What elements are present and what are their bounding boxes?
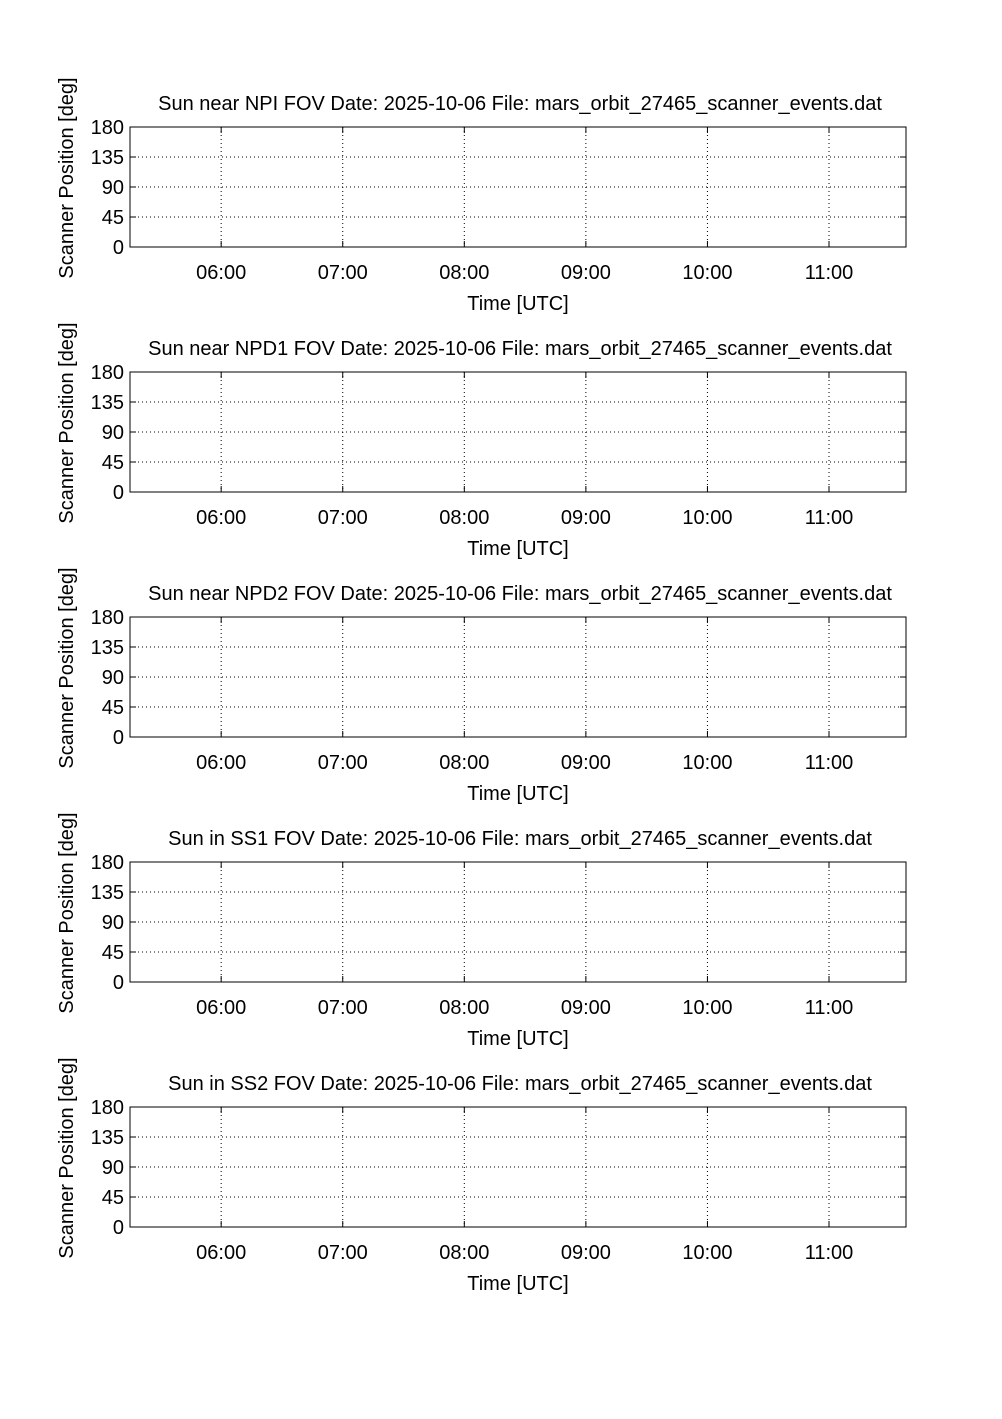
y-tick-label: 180	[90, 117, 124, 139]
y-tick-label: 135	[90, 147, 124, 169]
subplot-3	[56, 567, 906, 805]
x-tick-label: 10:00	[682, 752, 733, 774]
y-tick-label: 180	[90, 1097, 124, 1119]
y-tick-label: 135	[90, 637, 124, 659]
x-tick-label: 07:00	[317, 752, 368, 774]
x-tick-label: 06:00	[196, 507, 247, 529]
y-axis-label: Scanner Position [deg]	[56, 567, 78, 769]
y-tick-label: 0	[112, 482, 124, 504]
y-tick-label: 45	[101, 942, 124, 964]
y-tick-label: 180	[90, 852, 124, 874]
y-tick-label: 90	[101, 422, 124, 444]
x-axis-label: Time [UTC]	[467, 293, 569, 315]
chart-title: Sun near NPD2 FOV Date: 2025-10-06 File: mars_orbit_27465_scanner_events.dat	[148, 583, 892, 605]
y-tick-label: 135	[90, 882, 124, 904]
y-tick-label: 90	[101, 1157, 124, 1179]
y-tick-label: 135	[90, 392, 124, 414]
y-tick-label: 180	[90, 362, 124, 384]
x-axis-label: Time [UTC]	[467, 1028, 569, 1050]
subplot-2	[56, 322, 906, 560]
y-tick-label: 180	[90, 607, 124, 629]
x-tick-label: 08:00	[439, 997, 490, 1019]
x-tick-label: 08:00	[439, 507, 490, 529]
y-tick-label: 135	[90, 1127, 124, 1149]
x-tick-label: 06:00	[196, 1242, 247, 1264]
x-tick-label: 06:00	[196, 752, 247, 774]
x-tick-label: 10:00	[682, 1242, 733, 1264]
x-tick-label: 06:00	[196, 997, 247, 1019]
x-tick-label: 06:00	[196, 262, 247, 284]
y-tick-label: 90	[101, 912, 124, 934]
y-tick-label: 45	[101, 697, 124, 719]
x-tick-label: 11:00	[804, 262, 854, 284]
x-tick-label: 08:00	[439, 262, 490, 284]
chart-title: Sun near NPD1 FOV Date: 2025-10-06 File: mars_orbit_27465_scanner_events.dat	[148, 338, 892, 360]
y-tick-label: 90	[101, 667, 124, 689]
x-tick-label: 07:00	[317, 262, 368, 284]
x-tick-label: 10:00	[682, 997, 733, 1019]
y-axis-label: Scanner Position [deg]	[56, 812, 78, 1014]
y-tick-label: 0	[112, 1217, 124, 1239]
x-tick-label: 07:00	[317, 507, 368, 529]
y-tick-label: 45	[101, 452, 124, 474]
x-axis-label: Time [UTC]	[467, 538, 569, 560]
y-tick-label: 0	[112, 727, 124, 749]
y-tick-label: 90	[101, 177, 124, 199]
x-tick-label: 10:00	[682, 262, 733, 284]
x-tick-label: 11:00	[804, 752, 854, 774]
chart-title: Sun in SS2 FOV Date: 2025-10-06 File: mars_orbit_27465_scanner_events.dat	[168, 1073, 872, 1095]
x-tick-label: 09:00	[560, 507, 611, 529]
x-tick-label: 07:00	[317, 1242, 368, 1264]
subplot-1	[56, 77, 906, 315]
y-tick-label: 0	[112, 237, 124, 259]
x-tick-label: 08:00	[439, 1242, 490, 1264]
chart-title: Sun in SS1 FOV Date: 2025-10-06 File: mars_orbit_27465_scanner_events.dat	[168, 828, 872, 850]
x-tick-label: 09:00	[560, 997, 611, 1019]
subplot-5	[56, 1057, 906, 1295]
x-tick-label: 11:00	[804, 507, 854, 529]
x-tick-label: 09:00	[560, 1242, 611, 1264]
y-axis-label: Scanner Position [deg]	[56, 77, 78, 279]
y-tick-label: 45	[101, 207, 124, 229]
y-axis-label: Scanner Position [deg]	[56, 322, 78, 524]
y-tick-label: 0	[112, 972, 124, 994]
chart-title: Sun near NPI FOV Date: 2025-10-06 File: mars_orbit_27465_scanner_events.dat	[158, 93, 882, 115]
x-tick-label: 07:00	[317, 997, 368, 1019]
x-tick-label: 11:00	[804, 1242, 854, 1264]
x-tick-label: 09:00	[560, 752, 611, 774]
x-tick-label: 10:00	[682, 507, 733, 529]
x-tick-label: 08:00	[439, 752, 490, 774]
x-tick-label: 09:00	[560, 262, 611, 284]
y-tick-label: 45	[101, 1187, 124, 1209]
x-axis-label: Time [UTC]	[467, 1273, 569, 1295]
subplot-4	[56, 812, 906, 1050]
x-axis-label: Time [UTC]	[467, 783, 569, 805]
y-axis-label: Scanner Position [deg]	[56, 1057, 78, 1259]
x-tick-label: 11:00	[804, 997, 854, 1019]
